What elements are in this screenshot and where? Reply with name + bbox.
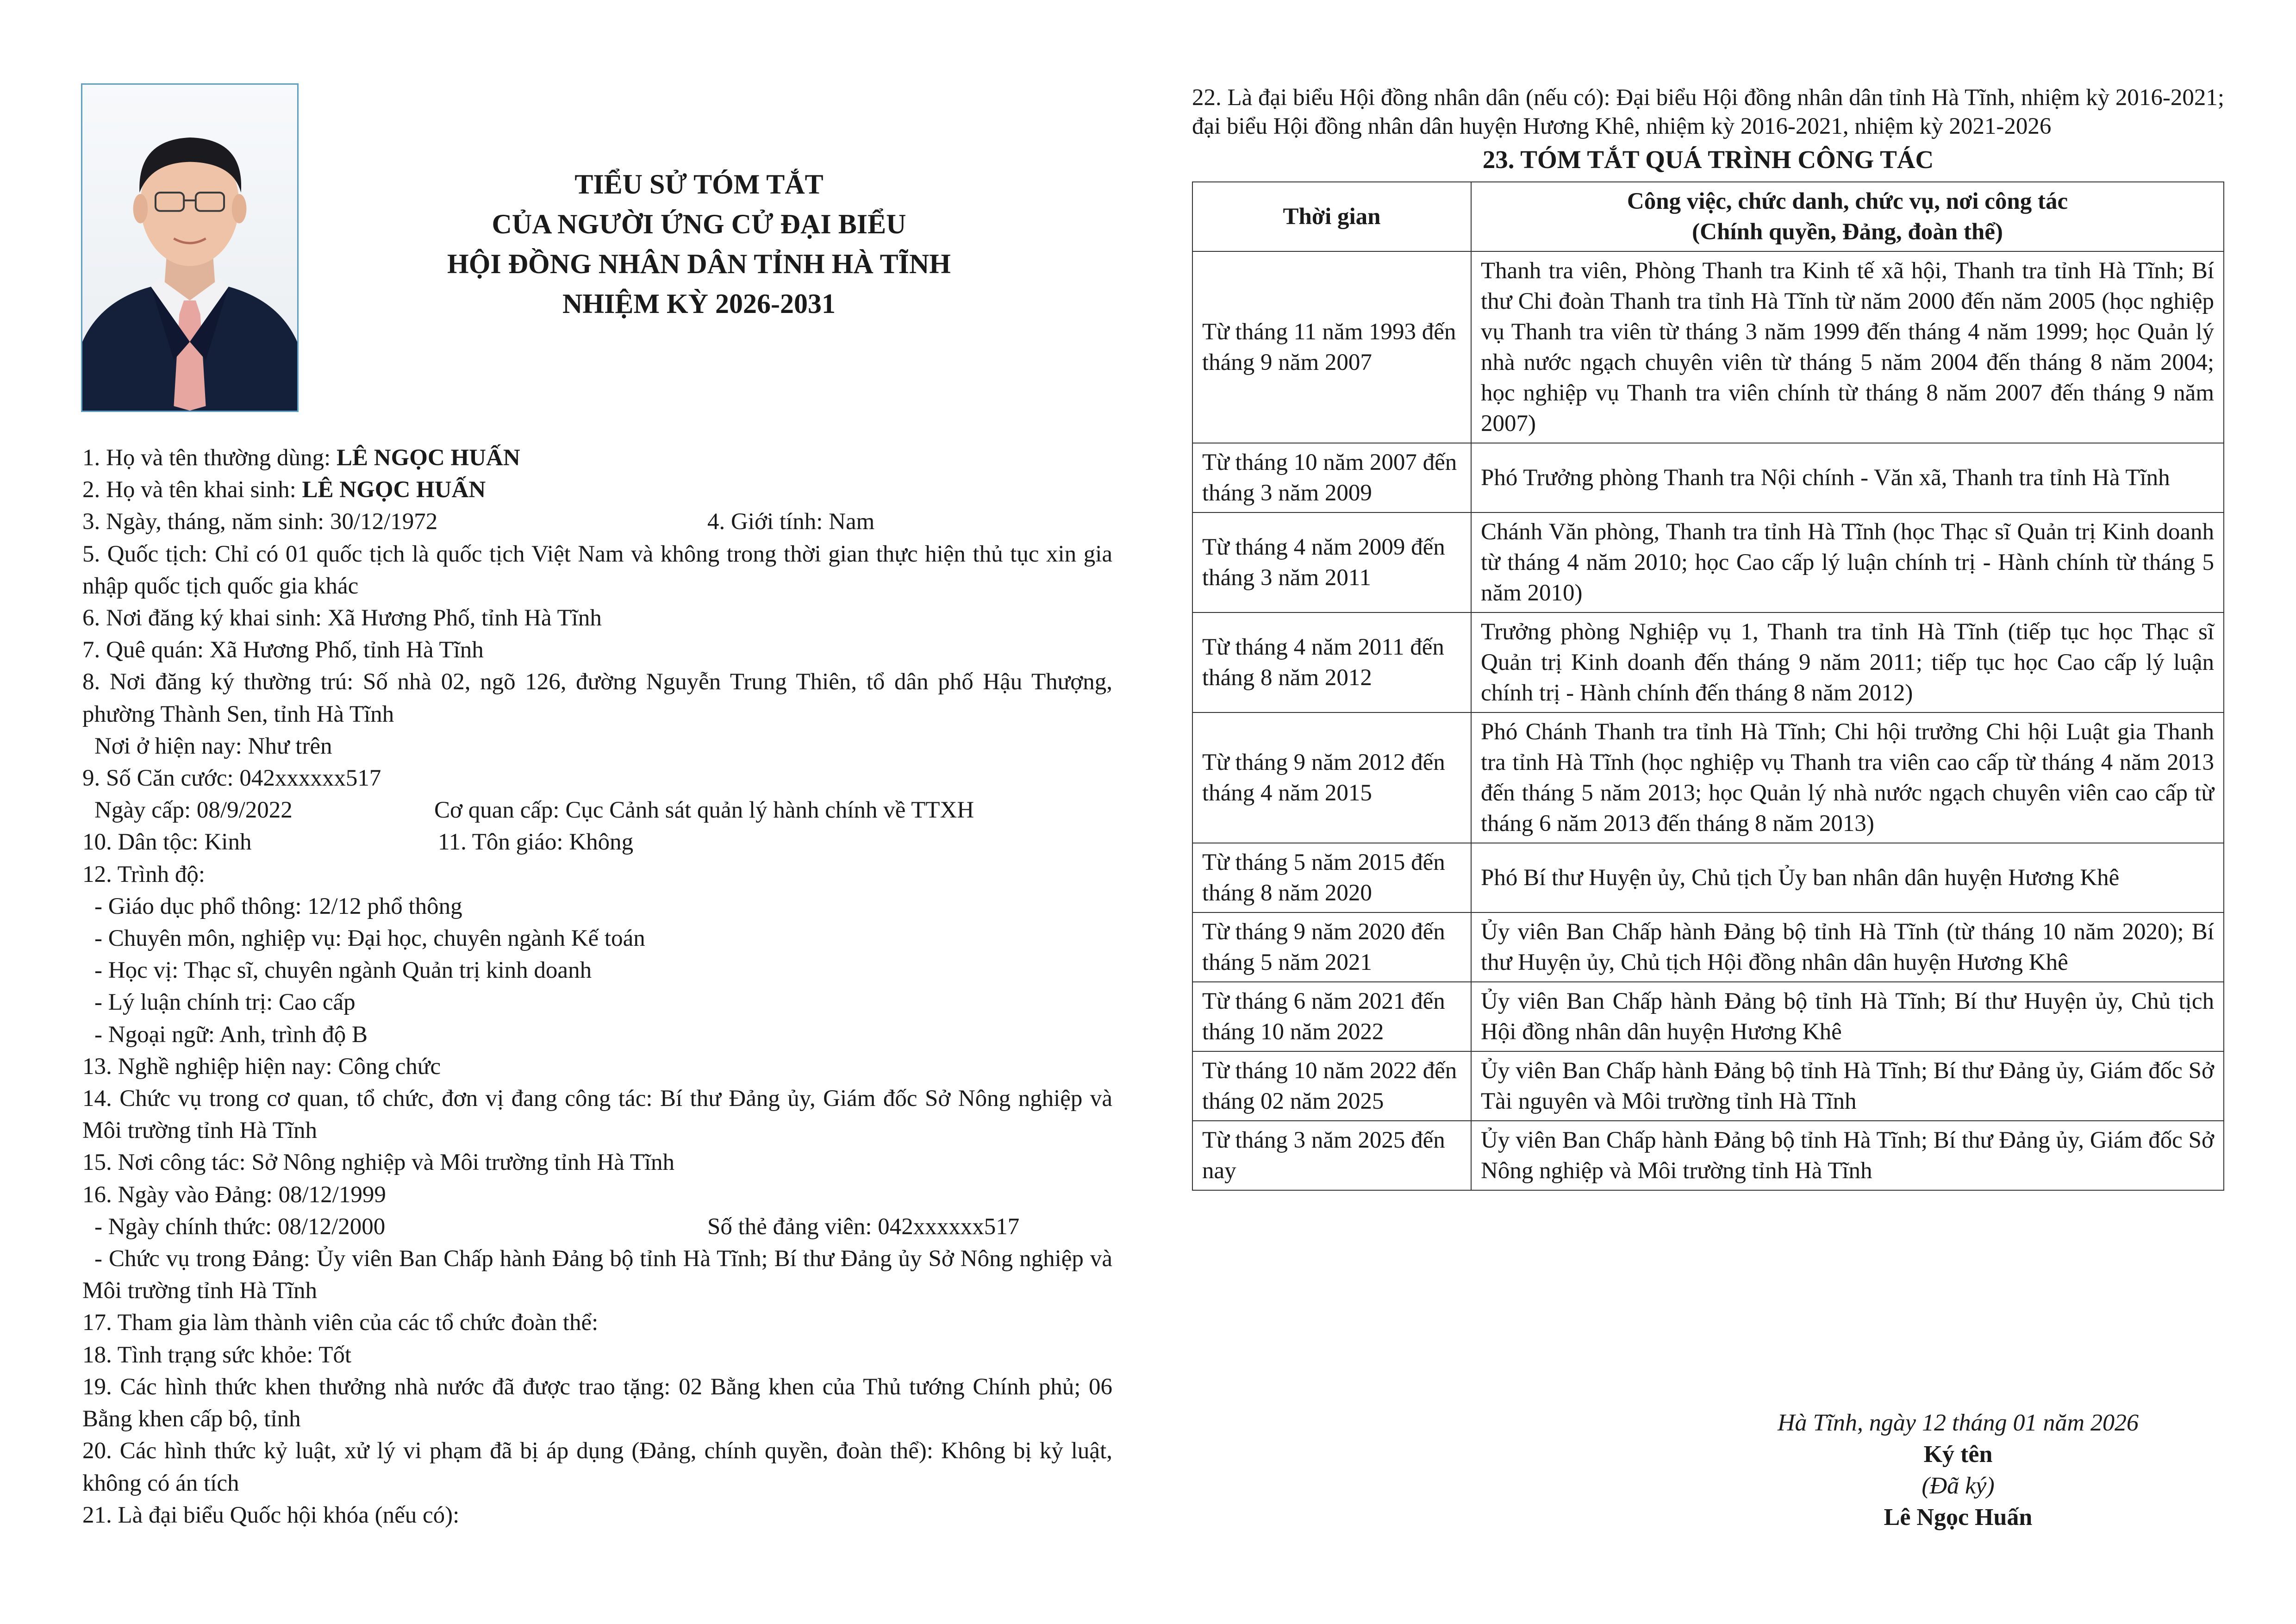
table-row xyxy=(1192,251,2224,443)
table-header-row xyxy=(1192,182,2224,251)
field-council-delegate: 22. Là đại biểu Hội đồng nhân dân (nếu có): Đại biểu Hội đồng nhân dân tỉnh Hà Tĩnh, nhiệm kỳ 2016-2021; đại biểu Hội đồng nhân dân huyện Hương Khê, nhiệm kỳ 2016-2021, nhiệm kỳ 2021-2026 xyxy=(1192,85,2224,139)
birth-name-value: LÊ NGỌC HUẤN xyxy=(302,477,486,503)
field-religion: 11. Tôn giáo: Không xyxy=(438,829,634,856)
field-nationality: 5. Quốc tịch: Chỉ có 01 quốc tịch là quốc tịch Việt Nam và không trong thời gian thực hiện thủ tục xin gia nhập quốc tịch quốc gia khác xyxy=(82,541,1112,599)
row-time: Từ tháng 9 năm 2020 đến tháng 5 năm 2021 xyxy=(1192,912,1471,982)
field-occupation: 13. Nghề nghiệp hiện nay: Công chức xyxy=(82,1053,441,1080)
field-position: 14. Chức vụ trong cơ quan, tổ chức, đơn vị đang công tác: Bí thư Đảng ủy, Giám đốc Sở Nông nghiệp và Môi trường tỉnh Hà Tĩnh xyxy=(82,1086,1112,1144)
field-foreign-language: - Ngoại ngữ: Anh, trình độ B xyxy=(94,1021,368,1048)
table-row xyxy=(1192,712,2224,843)
table-row xyxy=(1192,843,2224,912)
field-common-name: 1. Họ và tên thường dùng: LÊ NGỌC HUẤN xyxy=(82,445,520,471)
row-description: Ủy viên Ban Chấp hành Đảng bộ tỉnh Hà Tĩnh (từ tháng 10 năm 2020); Bí thư Huyện ủy, Chủ tịch Hội đồng nhân dân huyện Hương Khê xyxy=(1471,912,2224,982)
table-row xyxy=(1192,982,2224,1051)
table-row xyxy=(1192,443,2224,512)
row-description: Ủy viên Ban Chấp hành Đảng bộ tỉnh Hà Tĩnh; Bí thư Đảng ủy, Giám đốc Sở Tài nguyên và Môi trường tỉnh Hà Tĩnh xyxy=(1471,1051,2224,1121)
place-date: Hà Tĩnh, ngày 12 tháng 01 năm 2026 xyxy=(1778,1410,2139,1436)
row-description: Thanh tra viên, Phòng Thanh tra Kinh tế xã hội, Thanh tra tỉnh Hà Tĩnh; Bí thư Chi đoàn Thanh tra tỉnh Hà Tĩnh từ năm 2000 đến năm 2005 (học nghiệp vụ Thanh tra viên từ tháng 3 năm 1999 đến tháng 4 năm 1999; học Quản lý nhà nước ngạch chuyên viên từ tháng 5 năm 2004 đến tháng 8 năm 2004; học nghiệp vụ Thanh tra viên chính từ tháng 8 năm 2007 đến tháng 9 năm 2007) xyxy=(1471,251,2224,443)
field-gender: 4. Giới tính: Nam xyxy=(707,509,875,535)
field-dob-gender xyxy=(82,506,1112,538)
row-time: Từ tháng 11 năm 1993 đến tháng 9 năm 2007 xyxy=(1192,251,1471,443)
field-id-number: 9. Số Căn cước: 042xxxxxx517 xyxy=(82,765,381,792)
header-description: Công việc, chức danh, chức vụ, nơi công tác (Chính quyền, Đảng, đoàn thể) xyxy=(1471,182,2224,251)
header-time: Thời gian xyxy=(1192,182,1471,251)
field-health: 18. Tình trạng sức khỏe: Tốt xyxy=(82,1342,352,1368)
title-line-2: CỦA NGƯỜI ỨNG CỬ ĐẠI BIỂU xyxy=(492,209,906,239)
signature-block xyxy=(1639,1407,2277,1533)
row-time: Từ tháng 6 năm 2021 đến tháng 10 năm 2022 xyxy=(1192,982,1471,1051)
field-hometown: 7. Quê quán: Xã Hương Phố, tỉnh Hà Tĩnh xyxy=(82,637,484,663)
row-description: Phó Bí thư Huyện ủy, Chủ tịch Ủy ban nhân dân huyện Hương Khê xyxy=(1471,843,2224,912)
sign-label: Ký tên xyxy=(1923,1441,1993,1468)
table-row xyxy=(1192,512,2224,612)
field-professional: - Chuyên môn, nghiệp vụ: Đại học, chuyên ngành Kế toán xyxy=(94,925,645,952)
field-education-heading: 12. Trình độ: xyxy=(82,861,206,887)
row-description: Phó Chánh Thanh tra tỉnh Hà Tĩnh; Chi hội trưởng Chi hội Luật gia Thanh tra tỉnh Hà Tĩnh (học nghiệp vụ Thanh tra viên cao cấp từ tháng 4 năm 2013 đến tháng 5 năm 2013; học Quản lý nhà nước ngạch chuyên viên cao cấp từ tháng 6 năm 2013 đến tháng 8 năm 2013) xyxy=(1471,712,2224,843)
row-description: Trưởng phòng Nghiệp vụ 1, Thanh tra tỉnh Hà Tĩnh (tiếp tục học Thạc sĩ Quản trị Kinh doanh đến tháng 9 năm 2011; tiếp tục học Cao cấp lý luận chính trị - Hành chính đến tháng 8 năm 2012) xyxy=(1471,612,2224,712)
row-description: Chánh Văn phòng, Thanh tra tỉnh Hà Tĩnh (học Thạc sĩ Quản trị Kinh doanh từ tháng 4 năm 2010; học Cao cấp lý luận chính trị - Hành chính từ tháng 5 năm 2010) xyxy=(1471,512,2224,612)
field-issue-date: Ngày cấp: 08/9/2022 xyxy=(94,797,293,824)
field-ethnicity: 10. Dân tộc: Kinh xyxy=(82,829,252,856)
field-birth-name: 2. Họ và tên khai sinh: LÊ NGỌC HUẤN xyxy=(82,477,486,503)
row-description: Ủy viên Ban Chấp hành Đảng bộ tỉnh Hà Tĩnh; Bí thư Huyện ủy, Chủ tịch Hội đồng nhân dân huyện Hương Khê xyxy=(1471,982,2224,1051)
field-party-official xyxy=(82,1211,1112,1243)
career-table-title: 23. TÓM TẮT QUÁ TRÌNH CÔNG TÁC xyxy=(1482,145,1934,174)
field-party-join-date: 16. Ngày vào Đảng: 08/12/1999 xyxy=(82,1181,386,1208)
row-description: Phó Trưởng phòng Thanh tra Nội chính - Văn xã, Thanh tra tỉnh Hà Tĩnh xyxy=(1471,443,2224,512)
title-line-1: TIỂU SỬ TÓM TẮT xyxy=(574,169,824,200)
portrait-image xyxy=(82,85,297,411)
signer-name: Lê Ngọc Huấn xyxy=(1884,1504,2033,1530)
candidate-photo xyxy=(81,83,299,412)
field-official-date: - Ngày chính thức: 08/12/2000 xyxy=(94,1213,386,1240)
table-row xyxy=(1192,1051,2224,1121)
table-row xyxy=(1192,912,2224,982)
career-section xyxy=(1192,83,2224,1191)
field-awards: 19. Các hình thức khen thưởng nhà nước đã được trao tặng: 02 Bằng khen của Thủ tướng Chính phủ; 06 Bằng khen cấp bộ, tỉnh xyxy=(82,1374,1112,1432)
personal-info-section xyxy=(82,442,1112,1531)
row-time: Từ tháng 10 năm 2007 đến tháng 3 năm 2009 xyxy=(1192,443,1471,512)
document-title xyxy=(352,164,1046,324)
field-general-education: - Giáo dục phổ thông: 12/12 phổ thông xyxy=(94,893,462,919)
title-line-4: NHIỆM KỲ 2026-2031 xyxy=(562,288,836,319)
table-row xyxy=(1192,1121,2224,1190)
title-line-3: HỘI ĐỒNG NHÂN DÂN TỈNH HÀ TĨNH xyxy=(447,249,951,279)
row-time: Từ tháng 3 năm 2025 đến nay xyxy=(1192,1121,1471,1190)
row-time: Từ tháng 10 năm 2022 đến tháng 02 năm 2025 xyxy=(1192,1051,1471,1121)
row-description: Ủy viên Ban Chấp hành Đảng bộ tỉnh Hà Tĩnh; Bí thư Đảng ủy, Giám đốc Sở Nông nghiệp và Môi trường tỉnh Hà Tĩnh xyxy=(1471,1121,2224,1190)
field-party-position: - Chức vụ trong Đảng: Ủy viên Ban Chấp hành Đảng bộ tỉnh Hà Tĩnh; Bí thư Đảng ủy Sở Nông nghiệp và Môi trường tỉnh Hà Tĩnh xyxy=(82,1246,1112,1304)
field-national-assembly: 21. Là đại biểu Quốc hội khóa (nếu có): xyxy=(82,1502,460,1528)
row-time: Từ tháng 4 năm 2009 đến tháng 3 năm 2011 xyxy=(1192,512,1471,612)
field-dob: 3. Ngày, tháng, năm sinh: 30/12/1972 xyxy=(82,509,438,535)
field-issue-authority: Cơ quan cấp: Cục Cảnh sát quản lý hành chính về TTXH xyxy=(434,797,974,824)
field-degree: - Học vị: Thạc sĩ, chuyên ngành Quản trị kinh doanh xyxy=(94,957,592,984)
field-discipline: 20. Các hình thức kỷ luật, xử lý vi phạm đã bị áp dụng (Đảng, chính quyền, đoàn thể): Không bị kỷ luật, không có án tích xyxy=(82,1438,1112,1496)
career-table xyxy=(1192,181,2224,1191)
field-id-issue xyxy=(82,794,1112,826)
row-time: Từ tháng 4 năm 2011 đến tháng 8 năm 2012 xyxy=(1192,612,1471,712)
field-current-residence: Nơi ở hiện nay: Như trên xyxy=(94,733,332,759)
row-time: Từ tháng 9 năm 2012 đến tháng 4 năm 2015 xyxy=(1192,712,1471,843)
field-party-card: Số thẻ đảng viên: 042xxxxxx517 xyxy=(707,1213,1020,1240)
row-time: Từ tháng 5 năm 2015 đến tháng 8 năm 2020 xyxy=(1192,843,1471,912)
field-ethnic-religion xyxy=(82,826,1112,858)
signed-note: (Đã ký) xyxy=(1922,1473,1995,1499)
field-permanent-address: 8. Nơi đăng ký thường trú: Số nhà 02, ngõ 126, đường Nguyễn Trung Thiên, tổ dân phố Hậu Thượng, phường Thành Sen, tỉnh Hà Tĩnh xyxy=(82,669,1112,727)
field-birth-registration: 6. Nơi đăng ký khai sinh: Xã Hương Phố, tỉnh Hà Tĩnh xyxy=(82,605,602,631)
field-workplace: 15. Nơi công tác: Sở Nông nghiệp và Môi trường tỉnh Hà Tĩnh xyxy=(82,1149,675,1176)
common-name-value: LÊ NGỌC HUẤN xyxy=(336,445,520,471)
field-political-theory: - Lý luận chính trị: Cao cấp xyxy=(94,989,356,1016)
field-organizations: 17. Tham gia làm thành viên của các tổ chức đoàn thể: xyxy=(82,1310,599,1336)
table-row xyxy=(1192,612,2224,712)
